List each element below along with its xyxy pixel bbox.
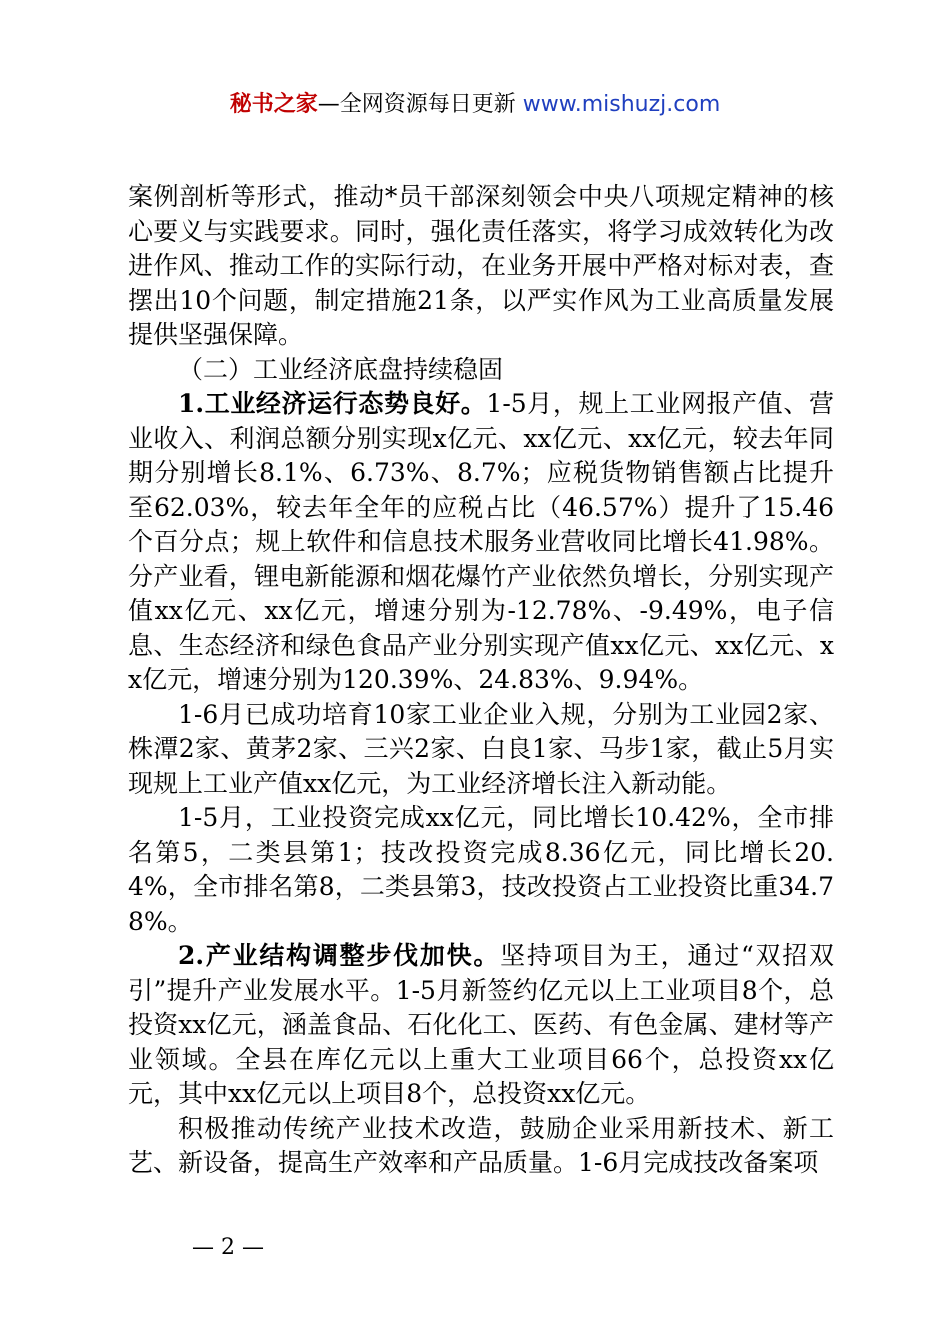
paragraph-tech-upgrade: 积极推动传统产业技术改造，鼓励企业采用新技术、新工艺、新设备，提高生产效率和产品质量。1-6月完成技改备案项 — [128, 1113, 834, 1177]
page-header — [0, 88, 950, 122]
header-brand: 秘书之家 — [229, 92, 318, 117]
lead-heading-1: 1.工业经济运行态势良好。 — [178, 389, 487, 418]
header-slogan: —全网资源每日更新 — [317, 92, 523, 117]
paragraph-continuation: 案例剖析等形式，推动*员干部深刻领会中央八项规定精神的核心要义与实践要求。同时，强化责任落实，将学习成效转化为改进作风、推动工作的实际行动，在业务开展中严格对标对表，查摆出10个问题，制定措施21条，以严实作风为工业高质量发展提供坚强保障。 — [128, 182, 834, 349]
paragraph-industry-structure — [128, 939, 834, 1112]
paragraph-industrial-economy — [128, 387, 834, 698]
header-site-link[interactable]: www.mishuzj.com — [522, 92, 721, 117]
paragraph-text: 1-5月，规上工业网报产值、营业收入、利润总额分别实现x亿元、xx亿元、xx亿元，较去年同期分别增长8.1%、6.73%、8.7%；应税货物销售额占比提升至62.03%，较去年全年的应税占比（46.57%）提升了15.46个百分点；规上软件和信息技术服务业营收同比增长41.98%。分产业看，锂电新能源和烟花爆竹产业依然负增长，分别实现产值xx亿元、xx亿元，增速分别为-12.78%、-9.49%，电子信息、生态经济和绿色食品产业分别实现产值xx亿元、xx亿元、xx亿元，增速分别为120.39%、24.83%、9.94%。 — [128, 389, 834, 694]
paragraph-industrial-investment: 1-5月，工业投资完成xx亿元，同比增长10.42%，全市排名第5，二类县第1；技改投资完成8.36亿元，同比增长20.4%，全市排名第8，二类县第3，技改投资占工业投资比重34.78%。 — [128, 803, 834, 936]
lead-heading-2: 2.产业结构调整步伐加快。 — [178, 941, 501, 970]
page-number: — 2 — — [192, 1235, 264, 1260]
section-heading: （二）工业经济底盘持续稳固 — [178, 354, 504, 384]
paragraph-enterprise-cultivation: 1-6月已成功培育10家工业企业入规，分别为工业园2家、株潭2家、黄茅2家、三兴2家、白良1家、马步1家，截止5月实现规上工业产值xx亿元，为工业经济增长注入新动能。 — [128, 699, 834, 798]
paragraph-text: 坚持项目为王，通过“双招双引”提升产业发展水平。1-5月新签约亿元以上工业项目8个，总投资xx亿元，涵盖食品、石化化工、医药、有色金属、建材等产业领域。全县在库亿元以上重大工业项目66个，总投资xx亿元，其中xx亿元以上项目8个，总投资xx亿元。 — [128, 941, 834, 1108]
document-body — [128, 180, 834, 1181]
